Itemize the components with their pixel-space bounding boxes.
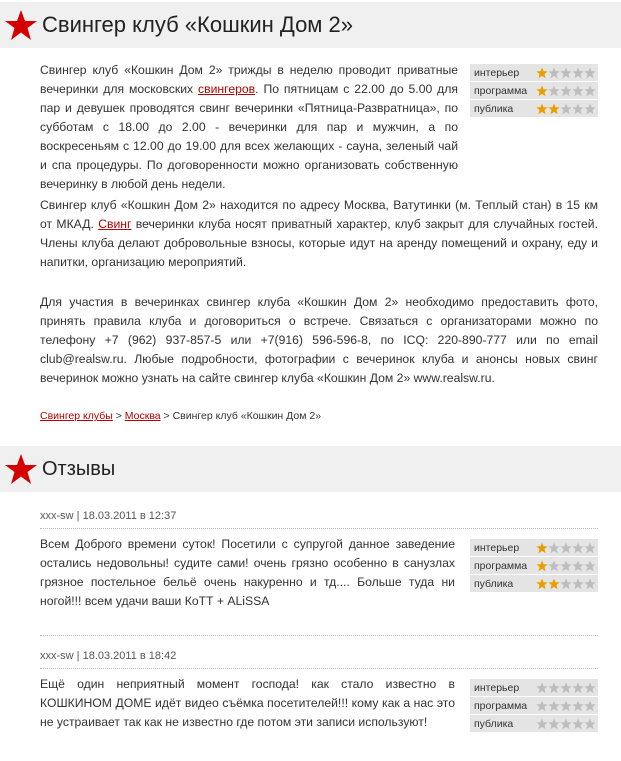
swingers-link[interactable]: свингеров xyxy=(198,82,256,96)
star-filled-icon[interactable] xyxy=(536,578,548,590)
star-empty-icon[interactable] xyxy=(560,103,572,115)
breadcrumb: Свингер клубы > Москва > Свингер клуб «Кошкин Дом 2» xyxy=(40,410,322,422)
star-empty-icon[interactable] xyxy=(548,542,560,554)
page-title: Свингер клуб «Кошкин Дом 2» xyxy=(42,12,354,37)
star-empty-icon[interactable] xyxy=(572,542,584,554)
review-meta: xxx-sw | 18.03.2011 в 12:37 xyxy=(40,510,177,522)
rating-label: программа xyxy=(474,699,528,712)
rating-row xyxy=(470,539,598,557)
rating-row xyxy=(470,557,598,575)
star-empty-icon[interactable] xyxy=(560,67,572,79)
divider xyxy=(40,635,598,636)
rating-stars[interactable] xyxy=(536,67,596,79)
rating-label: интерьер xyxy=(474,681,520,694)
star-empty-icon[interactable] xyxy=(548,67,560,79)
star-empty-icon[interactable] xyxy=(536,700,548,712)
swing-link[interactable]: Свинг xyxy=(98,217,132,231)
star-empty-icon[interactable] xyxy=(572,103,584,115)
rating-row xyxy=(470,575,598,592)
rating-row xyxy=(470,82,598,100)
rating-row xyxy=(470,697,598,715)
rating-label: интерьер xyxy=(474,66,520,79)
star-empty-icon[interactable] xyxy=(584,67,596,79)
rating-stars[interactable] xyxy=(536,560,596,572)
star-empty-icon[interactable] xyxy=(548,718,560,730)
star-filled-icon[interactable] xyxy=(536,542,548,554)
rating-label: публика xyxy=(474,577,514,590)
red-star-icon xyxy=(4,8,38,42)
star-empty-icon[interactable] xyxy=(560,560,572,572)
star-empty-icon[interactable] xyxy=(548,700,560,712)
star-empty-icon[interactable] xyxy=(572,682,584,694)
rating-label: публика xyxy=(474,102,514,115)
rating-stars[interactable] xyxy=(536,682,596,694)
club-description-3: Для участия в вечеринках свингер клуба «Кошкин Дом 2» необходимо предоставить фото, принять правила клуба и договориться о встрече. Связаться с организаторами можно по телефону +7 (962) 937-857-5 или +7(916) 596-596-8, по ICQ: 220-890-777 или по email club@realsw.ru. Любые подробности, фотографии с вечеринок клуба и анонсы новых свинг вечеринок можно узнать на сайте свингер клуба «Кошкин Дом 2» www.realsw.ru. xyxy=(40,295,598,385)
star-empty-icon[interactable] xyxy=(560,700,572,712)
star-empty-icon[interactable] xyxy=(572,718,584,730)
star-empty-icon[interactable] xyxy=(584,682,596,694)
star-empty-icon[interactable] xyxy=(584,542,596,554)
breadcrumb-swinger-clubs[interactable]: Свингер клубы xyxy=(40,410,113,422)
star-empty-icon[interactable] xyxy=(584,103,596,115)
star-empty-icon[interactable] xyxy=(572,67,584,79)
review-rating xyxy=(470,539,598,592)
review-meta: xxx-sw | 18.03.2011 в 18:42 xyxy=(40,650,177,662)
star-empty-icon[interactable] xyxy=(548,682,560,694)
star-empty-icon[interactable] xyxy=(572,700,584,712)
breadcrumb-moscow[interactable]: Москва xyxy=(124,410,161,422)
rating-row xyxy=(470,100,598,117)
star-empty-icon[interactable] xyxy=(584,560,596,572)
star-empty-icon[interactable] xyxy=(572,560,584,572)
breadcrumb-current: Свингер клуб «Кошкин Дом 2» xyxy=(172,410,322,422)
star-empty-icon[interactable] xyxy=(548,85,560,97)
review-date: 18.03.2011 в 18:42 xyxy=(82,650,177,662)
star-empty-icon[interactable] xyxy=(536,718,548,730)
club-heading xyxy=(0,2,621,48)
star-empty-icon[interactable] xyxy=(560,542,572,554)
review-rating xyxy=(470,679,598,732)
review-text: Ещё один неприятный момент господа! как стало известно в КОШКИНОМ ДОМЕ идёт видео съёмка посетителей!!! кому как а нас это не устраивает так как не известно где потом эти записи используют! xyxy=(40,677,455,729)
star-filled-icon[interactable] xyxy=(536,103,548,115)
rating-label: программа xyxy=(474,84,528,97)
reviews-title: Отзывы xyxy=(42,457,116,480)
rating-stars[interactable] xyxy=(536,103,596,115)
star-empty-icon[interactable] xyxy=(572,85,584,97)
star-empty-icon[interactable] xyxy=(584,718,596,730)
rating-stars[interactable] xyxy=(536,85,596,97)
star-empty-icon[interactable] xyxy=(536,682,548,694)
review-author: xxx-sw xyxy=(40,650,74,662)
star-empty-icon[interactable] xyxy=(560,718,572,730)
star-empty-icon[interactable] xyxy=(584,85,596,97)
review-text: Всем Доброго времени суток! Посетили с супругой данное заведение остались недовольны! судите сами! очень грязно особенно в санузлах грязное постельное бельё очень накуренно и тд.... Больше туда ни ногой!!! всем удачи ваши КоТТ + ALiSSA xyxy=(40,537,455,608)
rating-label: публика xyxy=(474,717,514,730)
star-empty-icon[interactable] xyxy=(560,578,572,590)
club-description-2: Свингер клуб «Кошкин Дом 2» находится по адресу Москва, Ватутинки (м. Теплый стан) в 15 км от МКАД. Свинг вечеринки клуба носят приватный характер, клуб закрыт для случайных гостей. Члены клуба делают добровольные взносы, которые идут на аренду помещений и охрану, еду и напитки, организацию мероприятий. xyxy=(40,198,598,269)
star-filled-icon[interactable] xyxy=(536,85,548,97)
review-date: 18.03.2011 в 12:37 xyxy=(82,510,177,522)
star-filled-icon[interactable] xyxy=(536,560,548,572)
star-empty-icon[interactable] xyxy=(560,85,572,97)
star-filled-icon[interactable] xyxy=(536,67,548,79)
review-author: xxx-sw xyxy=(40,510,74,522)
rating-stars[interactable] xyxy=(536,542,596,554)
club-description-1: Свингер клуб «Кошкин Дом 2» трижды в неделю проводит приватные вечеринки для московских свингеров. По пятницам с 22.00 до 5.00 для пар и девушек проводятся свинг вечеринки «Пятница-Развратница», по субботам с 18.00 до 2.00 - вечеринки для пар и мужчин, а по воскресеньям с 12.00 до 19.00 для всех желающих - сауна, зеленый чай и спа процедуры. По договоренности можно организовать собственную вечеринку в любой день недели. xyxy=(40,63,458,191)
rating-stars[interactable] xyxy=(536,700,596,712)
rating-row xyxy=(470,715,598,732)
rating-row xyxy=(470,64,598,82)
rating-stars[interactable] xyxy=(536,578,596,590)
reviews-heading xyxy=(0,446,621,492)
star-empty-icon[interactable] xyxy=(584,578,596,590)
star-empty-icon[interactable] xyxy=(584,700,596,712)
star-filled-icon[interactable] xyxy=(548,103,560,115)
club-rating xyxy=(470,64,598,117)
red-star-icon xyxy=(4,452,38,486)
rating-label: интерьер xyxy=(474,541,520,554)
rating-label: программа xyxy=(474,559,528,572)
rating-row xyxy=(470,679,598,697)
star-filled-icon[interactable] xyxy=(548,578,560,590)
rating-stars[interactable] xyxy=(536,718,596,730)
divider xyxy=(40,668,598,669)
star-empty-icon[interactable] xyxy=(572,578,584,590)
divider xyxy=(40,528,598,529)
star-empty-icon[interactable] xyxy=(560,682,572,694)
star-empty-icon[interactable] xyxy=(548,560,560,572)
